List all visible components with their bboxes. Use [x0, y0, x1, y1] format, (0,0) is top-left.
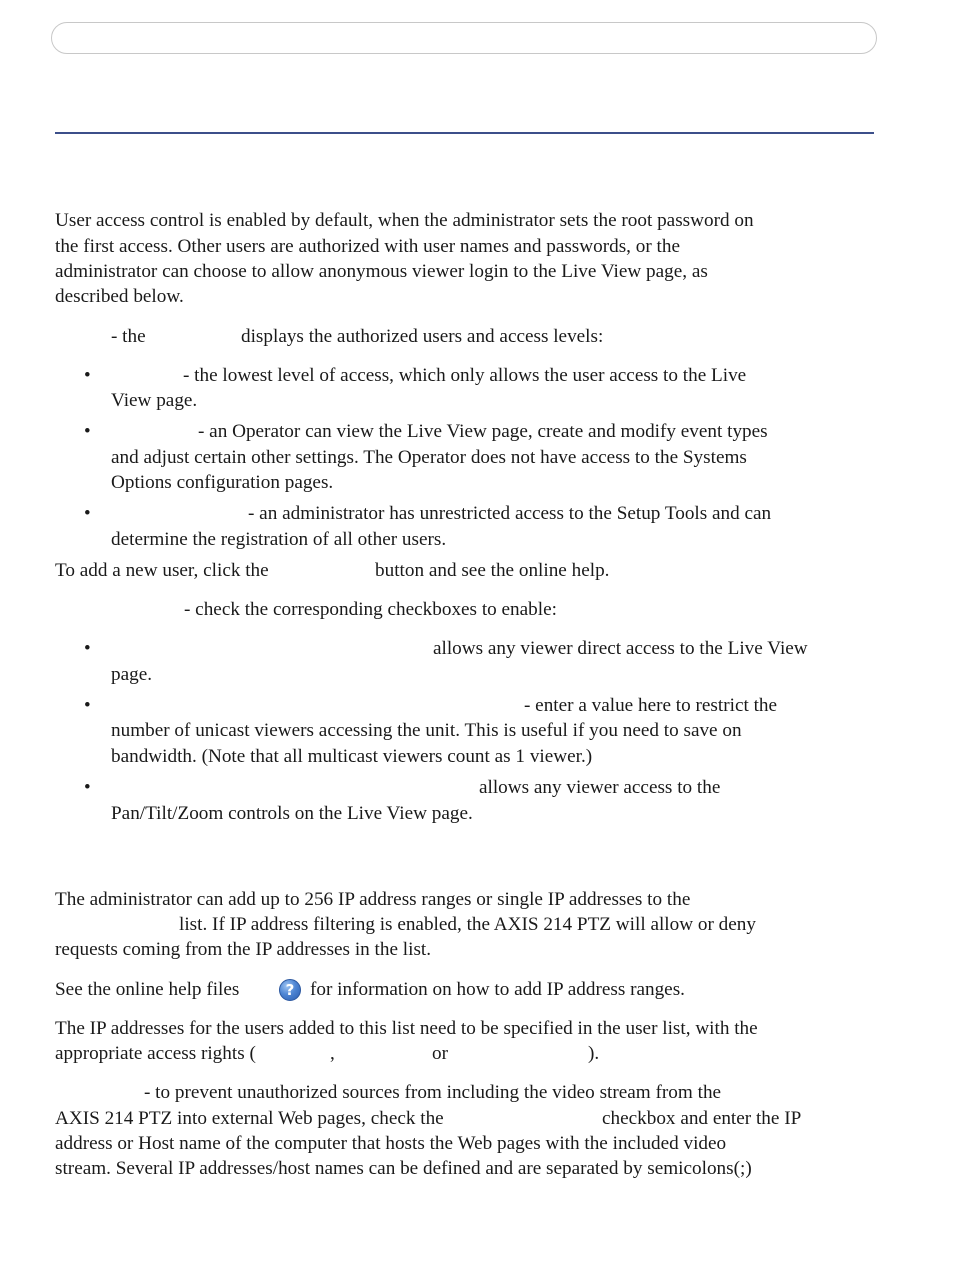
- bullet-anonymous-ptz: •: [84, 777, 91, 798]
- viewer-line-1: - the lowest level of access, which only allows the user access to the Live: [183, 365, 747, 386]
- rights-line-2a: appropriate access rights (: [55, 1043, 256, 1064]
- referrals-line-1: - to prevent unauthorized sources from including the video stream from the: [144, 1082, 722, 1103]
- referrals-line-4: stream. Several IP addresses/host names can be defined and are separated by semicolons(;): [55, 1158, 752, 1179]
- bullet-max-viewers: •: [84, 695, 91, 716]
- administrator-line-1: - an administrator has unrestricted access to the Setup Tools and can: [248, 503, 772, 524]
- anonymous-viewer-line-2: page.: [111, 664, 153, 685]
- bullet-administrator: •: [84, 503, 91, 524]
- max-viewers-line-2: number of unicast viewers accessing the unit. This is useful if you need to save on: [111, 720, 742, 741]
- operator-line-3: Options configuration pages.: [111, 472, 334, 493]
- intro-line-4: described below.: [55, 286, 184, 307]
- anonymous-ptz-line-2: Pan/Tilt/Zoom controls on the Live View page.: [111, 803, 473, 824]
- user-list-lead-a: - the: [111, 326, 146, 347]
- question-mark-icon[interactable]: ?: [279, 979, 301, 1001]
- user-list-lead-b: displays the authorized users and access levels:: [241, 326, 604, 347]
- bullet-viewer: •: [84, 365, 91, 386]
- ip-filter-line-3: requests coming from the IP addresses in the list.: [55, 939, 432, 960]
- referrals-line-2b: checkbox and enter the IP: [602, 1108, 802, 1129]
- operator-line-1: - an Operator can view the Live View page, create and modify event types: [198, 421, 768, 442]
- rights-comma: ,: [330, 1043, 335, 1064]
- viewer-line-2: View page.: [111, 390, 198, 411]
- bullet-operator: •: [84, 421, 91, 442]
- operator-line-2: and adjust certain other settings. The Operator does not have access to the Systems: [111, 447, 747, 468]
- ip-filter-line-1: The administrator can add up to 256 IP address ranges or single IP addresses to the: [55, 889, 691, 910]
- add-user-text-a: To add a new user, click the: [55, 560, 269, 581]
- referrals-line-3: address or Host name of the computer that hosts the Web pages with the included video: [55, 1133, 727, 1154]
- intro-line-2: the first access. Other users are authorized with user names and passwords, or the: [55, 236, 680, 257]
- rights-or: or: [432, 1043, 448, 1064]
- rights-line-1: The IP addresses for the users added to this list need to be specified in the user list, with the: [55, 1018, 758, 1039]
- max-viewers-line-1: - enter a value here to restrict the: [524, 695, 778, 716]
- user-settings-lead: - check the corresponding checkboxes to enable:: [184, 599, 557, 620]
- anonymous-ptz-line-1: allows any viewer access to the: [479, 777, 721, 798]
- intro-line-3: administrator can choose to allow anonymous viewer login to the Live View page, as: [55, 261, 708, 282]
- header-rule: [55, 132, 874, 134]
- intro-line-1: User access control is enabled by default, when the administrator sets the root password on: [55, 210, 754, 231]
- max-viewers-line-3: bandwidth. (Note that all multicast viewers count as 1 viewer.): [111, 746, 593, 767]
- referrals-line-2a: AXIS 214 PTZ into external Web pages, check the: [55, 1108, 444, 1129]
- rights-end: ).: [588, 1043, 600, 1064]
- ip-filter-line-2: list. If IP address filtering is enabled, the AXIS 214 PTZ will allow or deny: [179, 914, 756, 935]
- add-user-text-b: button and see the online help.: [375, 560, 610, 581]
- bullet-anonymous-viewer: •: [84, 638, 91, 659]
- help-text-b: for information on how to add IP address ranges.: [310, 979, 685, 1000]
- help-text-a: See the online help files: [55, 979, 240, 1000]
- administrator-line-2: determine the registration of all other users.: [111, 529, 447, 550]
- header-bar: [51, 22, 877, 54]
- anonymous-viewer-line-1: allows any viewer direct access to the Live View: [433, 638, 808, 659]
